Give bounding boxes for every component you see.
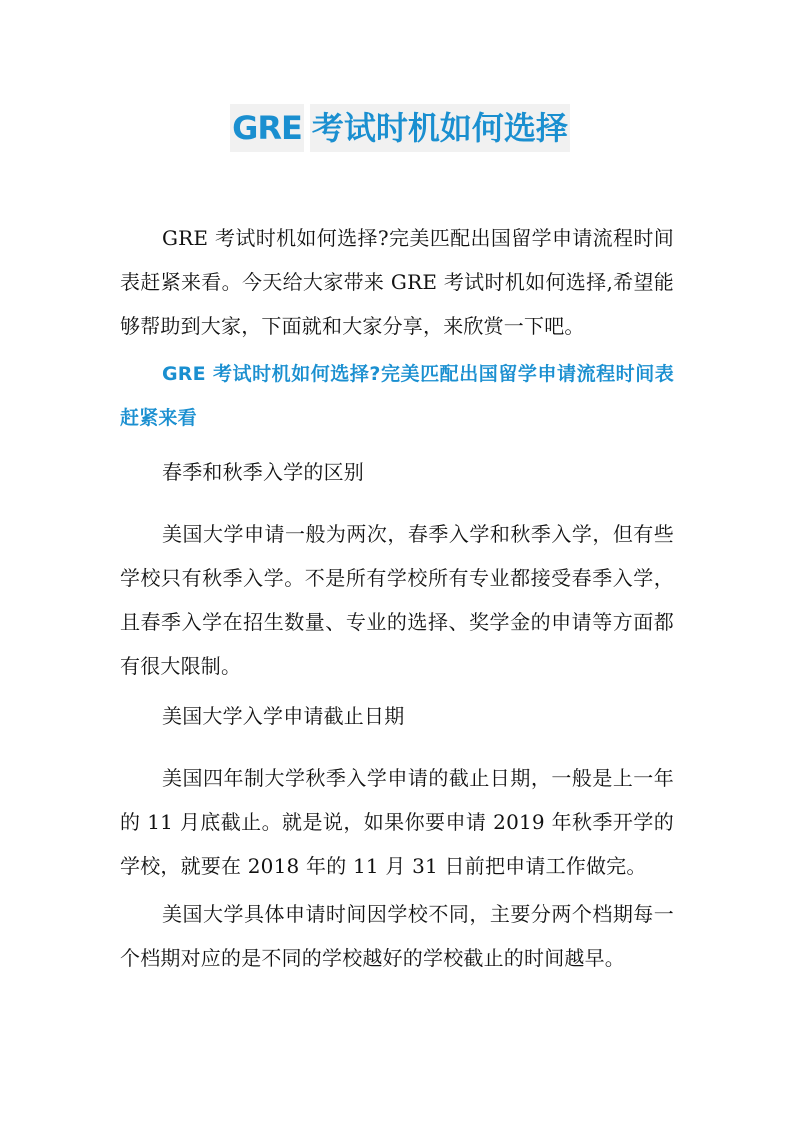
section-body-deadline: 美国四年制大学秋季入学申请的截止日期，一般是上一年的 11 月底截止。就是说，如果你要申请 2019 年秋季开学的学校，就要在 2018 年的 11 月 31 日前把申请工作做完。	[120, 766, 674, 878]
section-body-spring-fall: 美国大学申请一般为两次，春季入学和秋季入学，但有些学校只有秋季入学。不是所有学校所有专业都接受春季入学，且春季入学在招生数量、专业的选择、奖学金的申请等方面都有很大限制。	[120, 522, 674, 678]
page-title	[0, 104, 800, 152]
section-heading-spring-fall: 春季和秋季入学的区别	[162, 460, 364, 484]
section-heading-deadline: 美国大学入学申请截止日期	[162, 704, 405, 728]
section-body-schedule: 美国大学具体申请时间因学校不同，主要分两个档期每一个档期对应的是不同的学校越好的学校截止的时间越早。	[120, 902, 674, 970]
title-prefix: GRE	[230, 104, 304, 152]
subheading-paragraph: GRE 考试时机如何选择?完美匹配出国留学申请流程时间表赶紧来看	[120, 363, 674, 429]
title-main: 考试时机如何选择	[310, 104, 570, 152]
intro-paragraph: GRE 考试时机如何选择?完美匹配出国留学申请流程时间表赶紧来看。今天给大家带来 GRE 考试时机如何选择,希望能够帮助到大家，下面就和大家分享，来欣赏一下吧。	[120, 226, 674, 338]
